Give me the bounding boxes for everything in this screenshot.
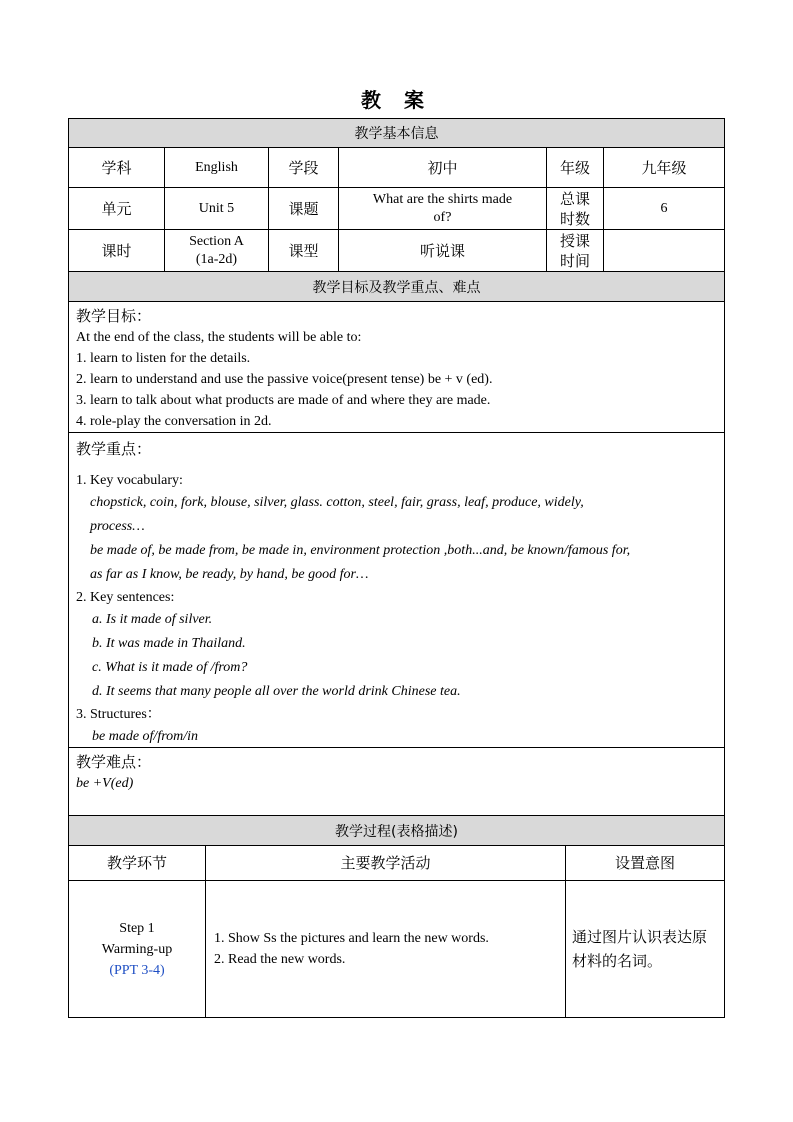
step-ppt: (PPT 3-4)	[109, 962, 165, 978]
activity-item: 2. Read the new words.	[214, 952, 346, 967]
structures-title: 3. Structures：	[76, 707, 161, 722]
col-activities: 主要教学活动	[205, 846, 565, 881]
vocab-line: as far as I know, be ready, by hand, be good for…	[90, 567, 369, 582]
label-class-time: 授课时间	[546, 230, 603, 272]
label-stage: 学段	[268, 148, 338, 188]
sentences-title: 2. Key sentences:	[76, 590, 175, 605]
difficulties-block	[68, 748, 725, 816]
step-row	[68, 881, 725, 1018]
value-lesson-type: 听说课	[338, 230, 546, 272]
objectives-header: 教学目标及教学重点、难点	[68, 272, 725, 302]
objective-line: 3. learn to talk about what products are made of and where they are made.	[76, 393, 491, 408]
value-unit: Unit 5	[164, 188, 268, 230]
process-header: 教学过程(表格描述)	[68, 816, 725, 846]
label-grade: 年级	[546, 148, 603, 188]
objective-line: At the end of the class, the students will be able to:	[76, 330, 362, 345]
activity-item: 1. Show Ss the pictures and learn the new words.	[214, 931, 489, 946]
label-unit: 单元	[68, 188, 164, 230]
info-row-1	[68, 148, 725, 188]
step-name: Step 1	[119, 920, 155, 936]
structures-text: be made of/from/in	[92, 729, 199, 744]
vocab-line: chopstick, coin, fork, blouse, silver, glass. cotton, steel, fair, grass, leaf, produce, widely,	[90, 495, 584, 510]
objective-line: 4. role-play the conversation in 2d.	[76, 414, 272, 429]
key-points-block	[68, 433, 725, 748]
value-grade: 九年级	[603, 148, 725, 188]
step-cell	[68, 881, 205, 1018]
label-period: 课时	[68, 230, 164, 272]
value-stage: 初中	[338, 148, 546, 188]
sentence-item: c. What is it made of /from?	[92, 660, 248, 675]
label-subject: 学科	[68, 148, 164, 188]
difficulties-text: be +V(ed)	[76, 776, 134, 791]
activities-cell	[205, 881, 565, 1018]
info-row-2	[68, 188, 725, 230]
vocab-line: process…	[90, 519, 145, 534]
objectives-block	[68, 302, 725, 433]
step-phase: Warming-up	[101, 941, 173, 957]
value-total-periods: 6	[603, 188, 725, 230]
col-phase: 教学环节	[68, 846, 205, 881]
objective-line: 2. learn to understand and use the passive voice(present tense) be + v (ed).	[76, 372, 493, 387]
vocab-line: be made of, be made from, be made in, environment protection ,both...and, be known/famous for,	[90, 543, 631, 558]
sentence-item: a. Is it made of silver.	[92, 612, 213, 627]
process-column-headers	[68, 846, 725, 881]
value-class-time	[603, 230, 725, 272]
key-points-label: 教学重点：	[76, 440, 152, 458]
difficulties-label: 教学难点：	[76, 753, 152, 771]
value-subject: English	[164, 148, 268, 188]
vocab-title: 1. Key vocabulary:	[76, 473, 183, 488]
objective-line: 1. learn to listen for the details.	[76, 351, 251, 366]
info-row-3	[68, 230, 725, 272]
sentence-item: b. It was made in Thailand.	[92, 636, 246, 651]
objectives-label: 教学目标：	[76, 307, 152, 325]
value-period: Section A (1a-2d)	[164, 230, 268, 272]
basic-info-header: 教学基本信息	[68, 118, 725, 148]
label-total-periods: 总课时数	[546, 188, 603, 230]
value-topic: What are the shirts made of?	[338, 188, 546, 230]
col-purpose: 设置意图	[565, 846, 725, 881]
sentence-item: d. It seems that many people all over the world drink Chinese tea.	[92, 684, 461, 699]
page-title: 教 案	[361, 88, 432, 112]
label-topic: 课题	[268, 188, 338, 230]
label-lesson-type: 课型	[268, 230, 338, 272]
purpose-cell: 通过图片认识表达原材料的名词。	[565, 881, 725, 1018]
